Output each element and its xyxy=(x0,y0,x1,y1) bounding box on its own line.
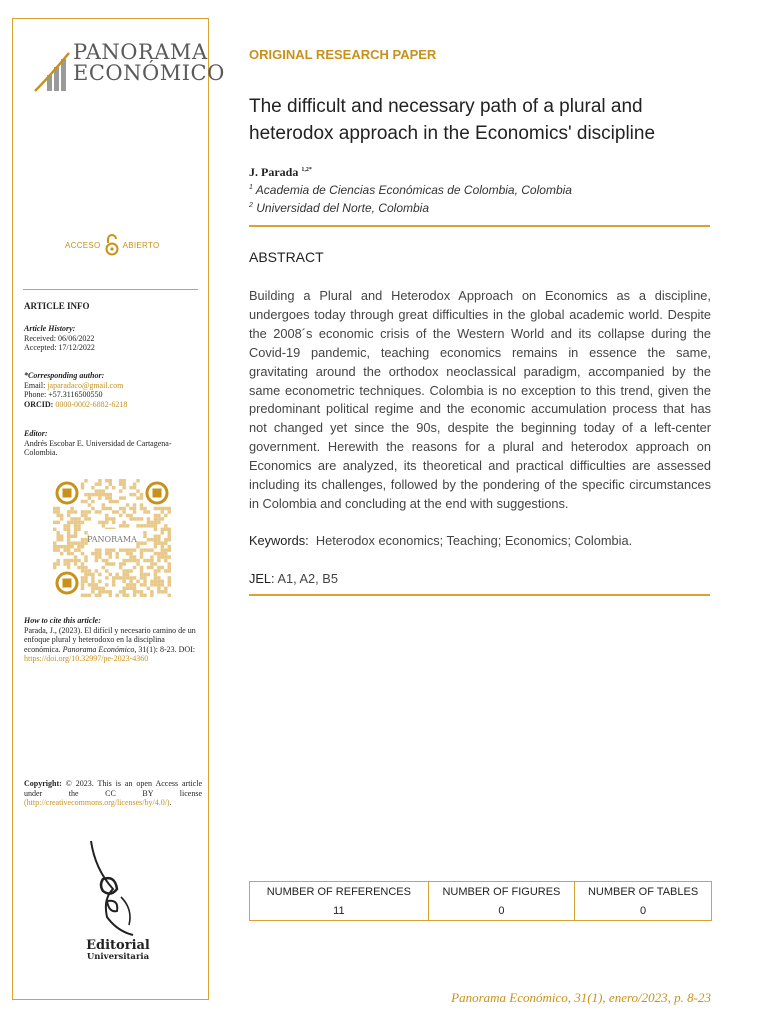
affiliation-1-text: Academia de Ciencias Económicas de Colombia, Colombia xyxy=(255,183,572,197)
qr-center-label: PANORAMA xyxy=(87,535,137,544)
open-access-right: ABIERTO xyxy=(122,240,160,250)
copyright-text: © 2023. This is an open Access article under the CC BY license xyxy=(24,779,203,798)
tables-count: 0 xyxy=(575,901,712,921)
editorial-logo xyxy=(73,839,163,989)
email-label: Email: xyxy=(24,380,46,390)
author-sup: 1,2* xyxy=(301,167,312,173)
copyright-block xyxy=(24,779,202,808)
qr-code-icon[interactable] xyxy=(53,479,171,597)
tables-header: NUMBER OF TABLES xyxy=(575,882,712,902)
cite-label: How to cite this article: xyxy=(24,616,101,625)
counts-table xyxy=(249,881,712,921)
sidebar-divider xyxy=(23,289,198,290)
citation-block xyxy=(24,616,202,664)
author-name: J. Parada xyxy=(249,165,299,179)
logo-bars-icon xyxy=(33,47,73,95)
header-divider xyxy=(249,225,710,227)
qr-finder-marker xyxy=(147,483,167,503)
cite-text: Parada, J., (2023). El difícil y necesario camino de un enfoque plural y heterodoxo en la disciplina económica. xyxy=(24,625,196,654)
abstract-heading: ABSTRACT xyxy=(249,249,324,265)
journal-logo xyxy=(33,39,225,101)
editor-name: Andrés Escobar E. Universidad de Cartagena-Colombia. xyxy=(24,438,172,457)
editorial-sub: Universitaria xyxy=(86,952,150,962)
copyright-label: Copyright: xyxy=(24,779,62,788)
article-history xyxy=(24,324,202,353)
jel-codes xyxy=(249,571,338,586)
corresponding-label: *Corresponding author: xyxy=(24,371,105,380)
figures-header: NUMBER OF FIGURES xyxy=(428,882,574,902)
open-access-badge xyxy=(65,232,160,258)
affiliation-1-num: 1 xyxy=(249,184,253,191)
editorial-name: Editorial xyxy=(86,938,150,953)
jel-label: JEL: xyxy=(249,571,275,586)
section-label: ORIGINAL RESEARCH PAPER xyxy=(249,47,437,62)
counts-value-row xyxy=(250,901,712,921)
affiliation-2 xyxy=(249,201,429,215)
editor-info xyxy=(24,429,202,458)
history-label: Article History: xyxy=(24,324,76,333)
received-date: Received: 06/06/2022 xyxy=(24,333,95,343)
accepted-date: Accepted: 17/12/2022 xyxy=(24,343,95,352)
references-count: 11 xyxy=(250,901,429,921)
phone: Phone: +57.3116500550 xyxy=(24,390,103,399)
editor-label: Editor: xyxy=(24,429,48,438)
affiliation-1 xyxy=(249,183,572,197)
qr-finder-marker xyxy=(57,573,77,593)
references-header: NUMBER OF REFERENCES xyxy=(250,882,429,902)
affiliation-2-text: Universidad del Norte, Colombia xyxy=(256,201,429,215)
license-link[interactable]: (http://creativecommons.org/licenses/by/4.0/) xyxy=(24,798,170,807)
logo-line-1: PANORAMA xyxy=(73,40,208,64)
article-title: The difficult and necessary path of a plural and heterodox approach in the Economics' discipline xyxy=(249,96,656,144)
keywords-label: Keywords: xyxy=(249,533,309,548)
orcid-label: ORCID: xyxy=(24,399,54,409)
author xyxy=(249,165,312,180)
article-info-title: ARTICLE INFO xyxy=(24,301,90,311)
qr-finder-marker xyxy=(57,483,77,503)
logo-line-2: ECONÓMICO xyxy=(73,61,225,85)
email-link[interactable]: japaradaco@gmail.com xyxy=(47,380,124,390)
article-info-sidebar xyxy=(12,18,225,1000)
jel-value: A1, A2, B5 xyxy=(277,571,338,586)
affiliation-2-num: 2 xyxy=(249,202,253,209)
doi-link[interactable]: https://doi.org/10.32997/pe-2023-4360 xyxy=(24,654,149,663)
figures-count: 0 xyxy=(428,901,574,921)
open-lock-icon xyxy=(105,234,119,256)
quill-emblem-icon xyxy=(73,839,163,939)
abstract-text: Building a Plural and Heterodox Approach on Economics as a discipline, undergoes today through great difficulties in the global academic world. Despite the 2008´s economic crisis of the Western World and its collapse during the Covid-19 pandemic, teaching economics remains in essence the same, gravitating around the orthodox neoclassical paradigm, accompanied by the same econometric techniques. Colombia is no exception to this trend, given the predominant political regime and the economic accumulation process that has not changed yet since the 90s, despite the beginning today of a left-center government. Herewith the reasons for a plural and heterodox approach on Economics are analyzed, its theoretical and practical difficulties are assessed including its challenges, followed by the pondering of the specific circumstances in Colombia and concluding at the end with suggestions. xyxy=(249,288,711,511)
page-footer: Panorama Económico, 31(1), enero/2023, p. 8-23 xyxy=(451,990,711,1005)
copyright-end: . xyxy=(169,798,172,807)
abstract-divider xyxy=(249,594,710,596)
keywords-value: Heterodox economics; Teaching; Economics; Colombia. xyxy=(315,533,633,548)
cite-journal: Panorama Económico xyxy=(62,644,135,654)
open-access-left: ACCESO xyxy=(65,240,101,250)
corresponding-author xyxy=(24,371,202,409)
counts-header-row xyxy=(250,882,712,902)
cite-volume: , 31(1): 8-23. DOI: xyxy=(134,644,196,654)
orcid-link[interactable]: 0000-0002-6882-6218 xyxy=(55,399,128,409)
keywords xyxy=(249,533,632,548)
